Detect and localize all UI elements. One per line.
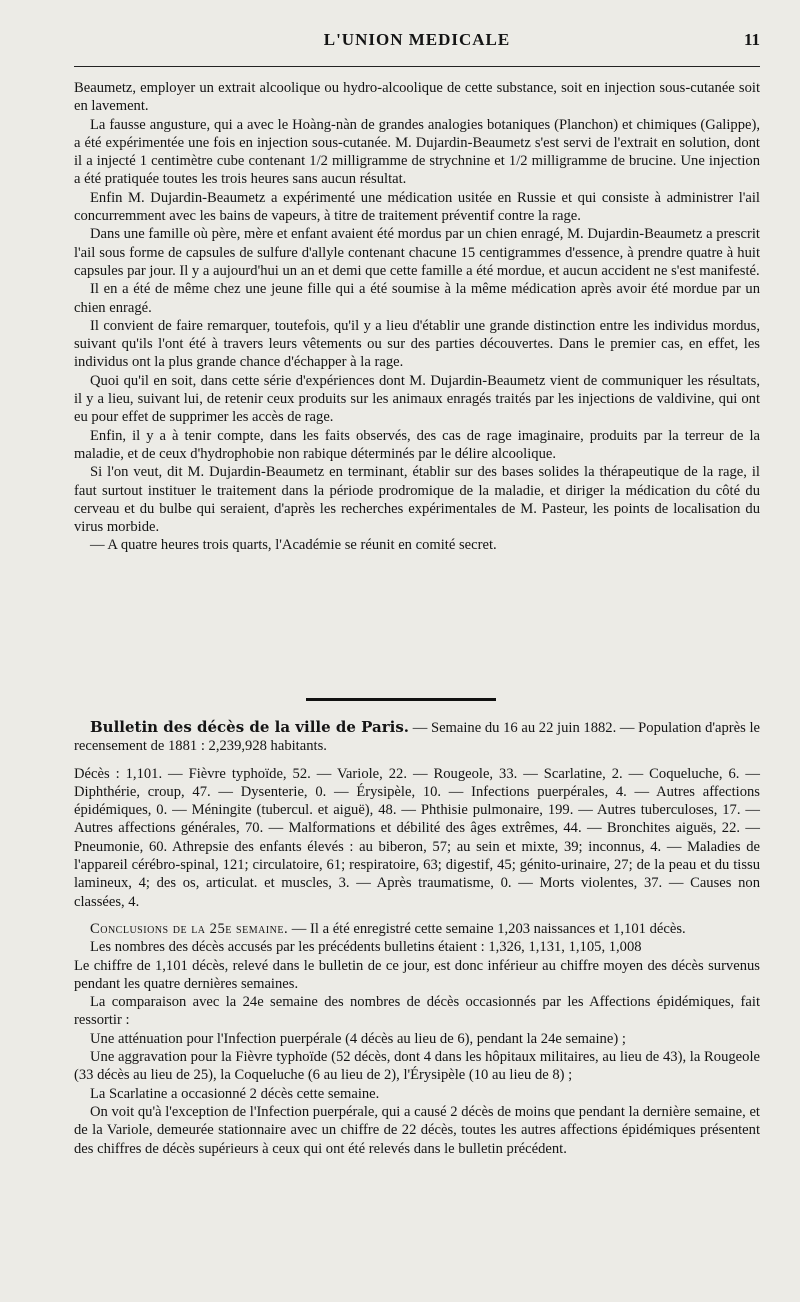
bulletin-section: [74, 718, 760, 1158]
bulletin-paragraph: On voit qu'à l'exception de l'Infection puerpérale, qui a causé 2 décès de moins que pendant la dernière semaine, et de la Variole, demeurée stationnaire avec un chiffre de 22 décès, toutes les autres affections épidémiques présentent des chiffres de décès supérieurs à ceux qui ont été relevés dans le bulletin précédent.: [74, 1103, 760, 1157]
page-number: 11: [743, 30, 760, 49]
article-paragraph: Enfin, il y a à tenir compte, dans les faits observés, des cas de rage imaginaire, produits par la terreur de la maladie, et de ceux d'hydrophobie non rabique déterminés par le délire alcoolique.: [74, 427, 760, 462]
bulletin-paragraph: La Scarlatine a occasionné 2 décès cette semaine.: [90, 1085, 380, 1102]
article-paragraph: Il en a été de même chez une jeune fille qui a été soumise à la même médication après avoir été mordue par un chien enragé.: [74, 281, 760, 316]
bulletin-title: Bulletin des décès de la ville de Paris.: [90, 718, 410, 736]
article-paragraph: Si l'on veut, dit M. Dujardin-Beaumetz en terminant, établir sur des bases solides la thérapeutique de la rage, il faut surtout instituer le traitement dans la période prodromique de la maladie, et diriger la médication du côté du cerveau et du bulbe qui seraient, d'après les recherches expérimentales de M. Pasteur, les points de localisation du virus morbide.: [74, 464, 760, 536]
bulletin-paragraph: Les nombres des décès accusés par les précédents bulletins étaient : 1,326, 1,131, 1,105, 1,008: [90, 939, 642, 956]
deces-paragraph: Décès : 1,101. — Fièvre typhoïde, 52. — Variole, 22. — Rougeole, 33. — Scarlatine, 2. — Coqueluche, 6. — Diphthérie, croup, 47. — Dysenterie, 0. — Érysipèle, 10. — Infections puerpérales, 4. — Autres affections épidémiques, 0. — Méningite (tubercul. et aiguë), 48. — Phthisie pulmonaire, 199. — Autres tuberculoses, 17. — Autres affections générales, 70. — Malformations et débilité des âges extrêmes, 44. — Bronchites aiguës, 22. — Pneumonie, 60. Athrepsie des enfants élevés : au biberon, 57; au sein et mixte, 39; inconnus, 4. — Maladies de l'appareil cérébro-spinal, 121; circulatoire, 61; respiratoire, 63; digestif, 45; génito-urinaire, 27; de la peau et du tissu lamineux, 4; des os, articulat. et muscles, 3. — Après traumatisme, 0. — Morts violentes, 37. — Causes non classées, 4.: [74, 765, 760, 910]
article-body: [74, 79, 760, 555]
page-header: [74, 30, 760, 56]
conclusions-text: — Il a été enregistré cette semaine 1,203 naissances et 1,101 décès.: [288, 920, 686, 937]
bulletin-paragraph: La comparaison avec la 24e semaine des nombres de décès occasionnés par les Affections épidémiques, fait ressortir :: [74, 994, 760, 1029]
bulletin-paragraph: Le chiffre de 1,101 décès, relevé dans le bulletin de ce jour, est donc inférieur au chiffre moyen des décès survenus pendant les quatre dernières semaines.: [74, 957, 760, 992]
header-rule: [74, 66, 760, 67]
article-paragraph: La fausse angusture, qui a avec le Hoàng-nàn de grandes analogies botaniques (Planchon) et chimiques (Galippe), a été expérimentée une fois en injection sous-cutanée. M. Dujardin-Beaumetz s'est servi de l'extrait en solution, dont il a injecté 1 centimètre cube contenant 1/2 milligramme de strychnine et 1/2 milligramme de brucine. Une injection a été pratiquée toutes les trois heures sans aucun résultat.: [74, 116, 760, 188]
article-closing-line: — A quatre heures trois quarts, l'Académie se réunit en comité secret.: [90, 537, 497, 554]
article-paragraph: Enfin M. Dujardin-Beaumetz a expérimenté une médication usitée en Russie et qui consiste à administrer l'ail concurremment avec les bains de vapeurs, à titre de traitement préventif contre la rage.: [74, 189, 760, 225]
bulletin-paragraph: Une aggravation pour la Fièvre typhoïde (52 décès, dont 4 dans les hôpitaux militaires, au lieu de 43), la Rougeole (33 décès au lieu de 25), la Coqueluche (6 au lieu de 2), l'Érysipèle (10 au lieu de 8) ;: [74, 1049, 760, 1084]
bulletin-subtitle: — Semaine du 16 au 22 juin 1882. — Population d'après le recensement de 1881 : 2,239,928 habitants.: [74, 720, 760, 755]
section-divider: [306, 698, 496, 701]
bulletin-paragraph: Une atténuation pour l'Infection puerpérale (4 décès au lieu de 6), pendant la 24e semaine) ;: [90, 1030, 626, 1047]
article-paragraph: Beaumetz, employer un extrait alcoolique ou hydro-alcoolique de cette substance, soit en injection sous-cutanée soit en lavement.: [74, 80, 760, 115]
article-paragraph: Dans une famille où père, mère et enfant avaient été mordus par un chien enragé, M. Dujardin-Beaumetz a prescrit l'ail sous forme de capsules de sulfure d'allyle contenant chacune 15 centigrammes d'essence, à prendre quatre à huit capsules par jour. Il y a aujourd'hui un an et demi que cette famille a été mordue, et aucun accident ne s'est manifesté.: [74, 226, 760, 279]
bulletin-heading: [74, 718, 760, 756]
article-paragraph: Quoi qu'il en soit, dans cette série d'expériences dont M. Dujardin-Beaumetz vient de communiquer les résultats, il y a lieu, suivant lui, de retenir ceux produits sur les animaux enragés traités par les injections de valdivine, qui ont eu pour effet de supprimer les accès de rage.: [74, 372, 760, 426]
article-paragraph: Il convient de faire remarquer, toutefois, qu'il y a lieu d'établir une grande distinction entre les individus mordus, suivant qu'ils l'ont été à travers leurs vêtements ou sur des parties découvertes. Dans le premier cas, en effet, les individus ont la plus grande chance d'échapper à la rage.: [74, 317, 760, 371]
running-title: L'UNION MEDICALE: [323, 30, 511, 49]
conclusions-paragraph: [74, 920, 760, 938]
conclusions-label: Conclusions de la 25e semaine.: [90, 920, 289, 937]
